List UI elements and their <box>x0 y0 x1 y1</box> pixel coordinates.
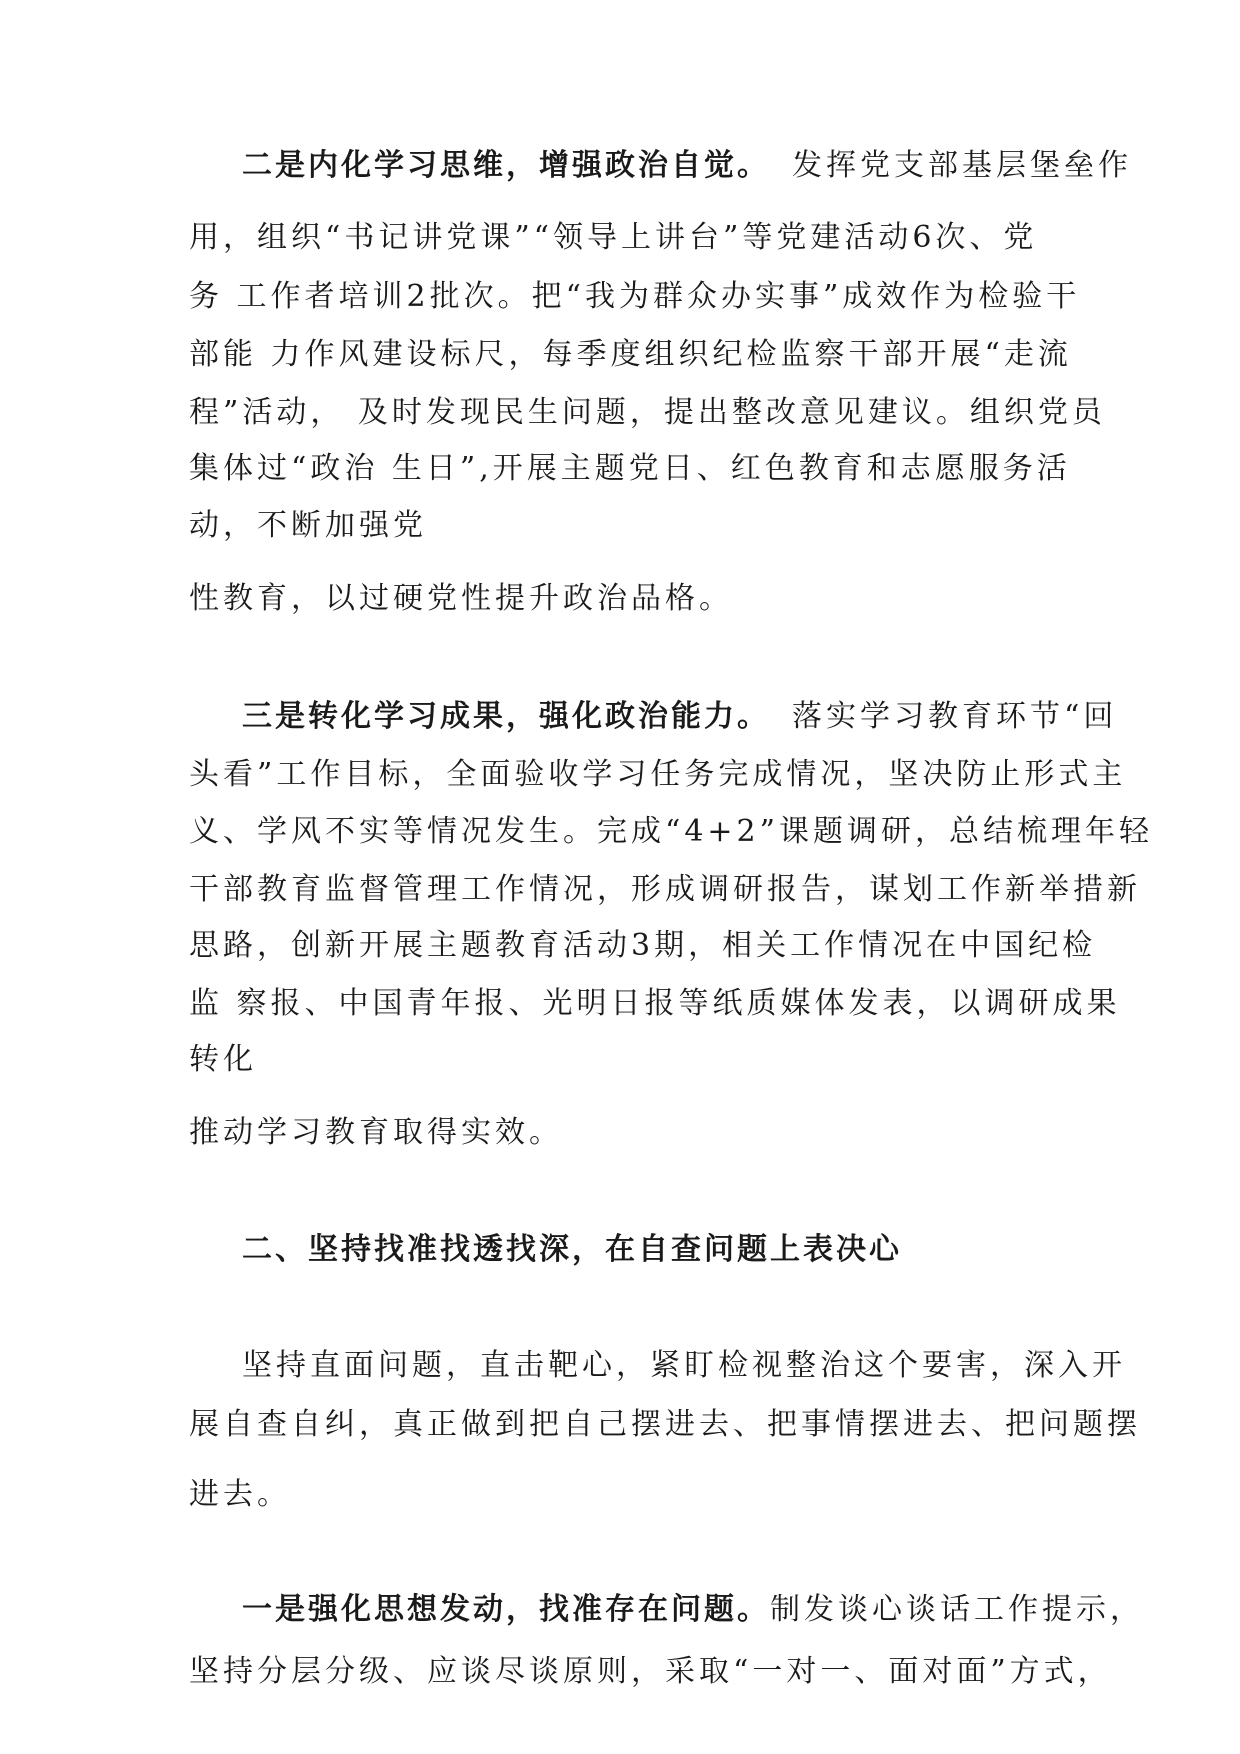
paragraph-1-line-2: 用，组织“书记讲党课”“领导上讲台”等党建活动6次、党 <box>189 220 1038 255</box>
paragraph-1-line-7: 动，不断加强党 <box>189 508 427 543</box>
paragraph-3-line-2: 展自查自纠，真正做到把自己摆进去、把事情摆进去、把问题摆 <box>189 1407 1141 1442</box>
paragraph-2-line-3: 义、学风不实等情况发生。完成“4+2”课题调研，总结梳理年轻 <box>189 814 1153 849</box>
paragraph-1-line-1 <box>242 146 1132 186</box>
paragraph-2-line-1 <box>242 697 1117 737</box>
paragraph-2-text: 落实学习教育环节“回 <box>792 699 1118 734</box>
paragraph-4-heading: 一是强化思想发动，找准存在问题。 <box>242 1592 770 1627</box>
paragraph-1-heading: 二是内化学习思维，增强政治自觉。 <box>242 148 770 183</box>
paragraph-3-line-3: 进去。 <box>189 1477 291 1512</box>
paragraph-3-line-1: 坚持直面问题，直击靶心，紧盯检视整治这个要害，深入开 <box>242 1348 1126 1383</box>
paragraph-2-line-7: 转化 <box>189 1042 257 1077</box>
paragraph-1-line-6: 集体过“政治 生日”,开展主题党日、红色教育和志愿服务活 <box>189 451 1071 486</box>
paragraph-4-text: 制发谈心谈话工作提示， <box>770 1592 1144 1627</box>
section-heading: 二、坚持找准找透找深，在自查问题上表决心 <box>242 1232 902 1267</box>
paragraph-1-line-4: 部能 力作风建设标尺，每季度组织纪检监察干部开展“走流 <box>189 337 1072 372</box>
paragraph-2-line-8: 推动学习教育取得实效。 <box>189 1115 563 1150</box>
paragraph-2-line-4: 干部教育监督管理工作情况，形成调研报告，谋划工作新举措新 <box>189 872 1141 907</box>
paragraph-4-line-1 <box>242 1590 1144 1630</box>
paragraph-2-line-2: 头看”工作目标，全面验收学习任务完成情况，坚决防止形式主 <box>189 757 1127 792</box>
paragraph-2-line-5: 思路，创新开展主题教育活动3期，相关工作情况在中国纪检 <box>189 928 1097 963</box>
paragraph-1-line-8: 性教育，以过硬党性提升政治品格。 <box>189 581 733 616</box>
paragraph-4-line-2: 坚持分层分级、应谈尽谈原则，采取“一对一、面对面”方式， <box>189 1654 1112 1689</box>
paragraph-1-line-3: 务 工作者培训2批次。把“我为群众办实事”成效作为检验干 <box>189 279 1081 314</box>
paragraph-2-heading: 三是转化学习成果，强化政治能力。 <box>242 699 770 734</box>
paragraph-1-line-5: 程”活动， 及时发现民生问题，提出整改意见建议。组织党员 <box>189 395 1106 430</box>
paragraph-1-text: 发挥党支部基层堡垒作 <box>792 148 1132 183</box>
paragraph-2-line-6: 监 察报、中国青年报、光明日报等纸质媒体发表，以调研成果 <box>189 986 1121 1021</box>
